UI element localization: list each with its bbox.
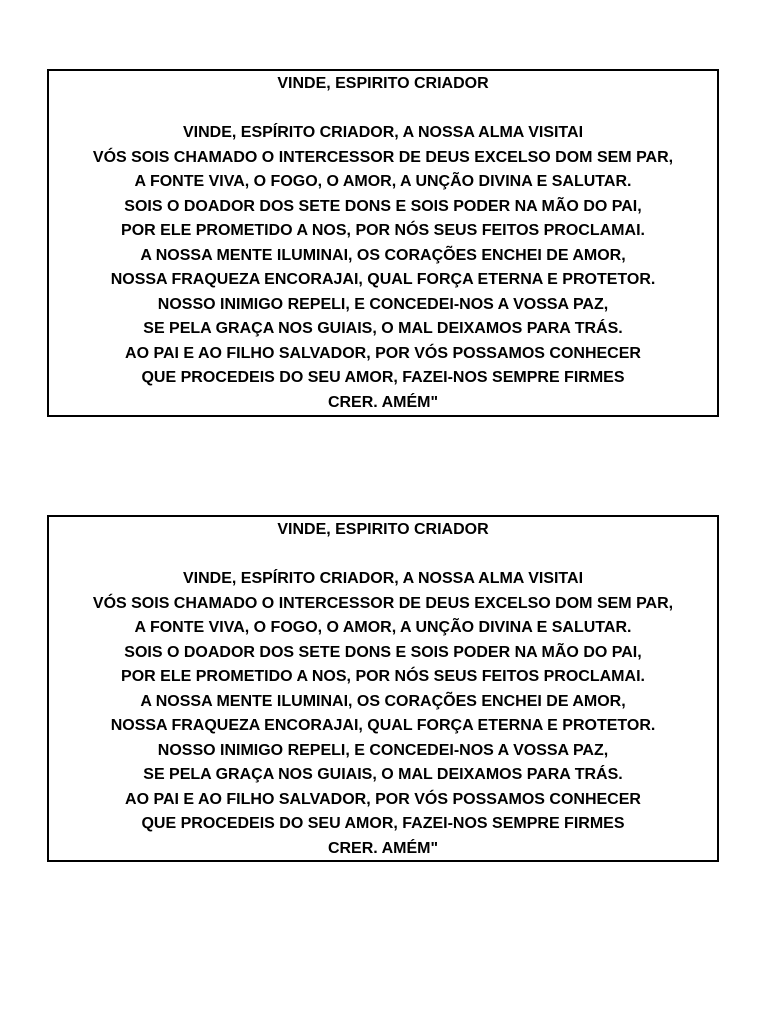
spacer [49,97,717,122]
prayer-line: SE PELA GRAÇA NOS GUIAIS, O MAL DEIXAMOS PARA TRÁS. [143,766,623,783]
card-title: VINDE, ESPIRITO CRIADOR [277,75,489,92]
prayer-line: VÓS SOIS CHAMADO O INTERCESSOR DE DEUS EXCELSO DOM SEM PAR, [92,594,674,612]
prayer-line: QUE PROCEDEIS DO SEU AMOR, FAZEI-NOS SEMPRE FIRMES [141,815,625,832]
prayer-line: CRER. AMÉM" [327,839,439,857]
prayer-line: QUE PROCEDEIS DO SEU AMOR, FAZEI-NOS SEMPRE FIRMES [141,369,625,386]
prayer-line: A FONTE VIVA, O FOGO, O AMOR, A UNÇÃO DIVINA E SALUTAR. [134,173,632,190]
prayer-lines [49,567,717,861]
prayer-line: A FONTE VIVA, O FOGO, O AMOR, A UNÇÃO DIVINA E SALUTAR. [134,619,632,636]
prayer-line: SOIS O DOADOR DOS SETE DONS E SOIS PODER NA MÃO DO PAI, [124,197,642,215]
prayer-line: POR ELE PROMETIDO A NOS, POR NÓS SEUS FEITOS PROCLAMAI. [121,668,645,685]
prayer-line: NOSSA FRAQUEZA ENCORAJAI, QUAL FORÇA ETERNA E PROTETOR. [110,271,656,288]
prayer-line: AO PAI E AO FILHO SALVADOR, POR VÓS POSSAMOS CONHECER [125,344,641,362]
prayer-line: VÓS SOIS CHAMADO O INTERCESSOR DE DEUS EXCELSO DOM SEM PAR, [92,148,674,166]
prayer-line: AO PAI E AO FILHO SALVADOR, POR VÓS POSSAMOS CONHECER [125,790,641,808]
card-title: VINDE, ESPIRITO CRIADOR [277,521,489,538]
prayer-line: A NOSSA MENTE ILUMINAI, OS CORAÇÕES ENCHEI DE AMOR, [140,692,626,710]
prayer-line: SOIS O DOADOR DOS SETE DONS E SOIS PODER NA MÃO DO PAI, [124,643,642,661]
prayer-line: VINDE, ESPÍRITO CRIADOR, A NOSSA ALMA VISITAI [182,570,584,587]
prayer-line: POR ELE PROMETIDO A NOS, POR NÓS SEUS FEITOS PROCLAMAI. [121,222,645,239]
prayer-line: NOSSA FRAQUEZA ENCORAJAI, QUAL FORÇA ETERNA E PROTETOR. [110,717,656,734]
prayer-line: CRER. AMÉM" [327,393,439,411]
prayer-line: VINDE, ESPÍRITO CRIADOR, A NOSSA ALMA VISITAI [182,124,584,141]
prayer-line: SE PELA GRAÇA NOS GUIAIS, O MAL DEIXAMOS PARA TRÁS. [143,320,623,337]
spacer [49,543,717,568]
prayer-line: A NOSSA MENTE ILUMINAI, OS CORAÇÕES ENCHEI DE AMOR, [140,246,626,264]
prayer-line: NOSSO INIMIGO REPELI, E CONCEDEI-NOS A VOSSA PAZ, [157,741,609,759]
prayer-lines [49,121,717,415]
prayer-card-1 [47,69,719,417]
prayer-card-2 [47,515,719,862]
prayer-line: NOSSO INIMIGO REPELI, E CONCEDEI-NOS A VOSSA PAZ, [157,295,609,313]
